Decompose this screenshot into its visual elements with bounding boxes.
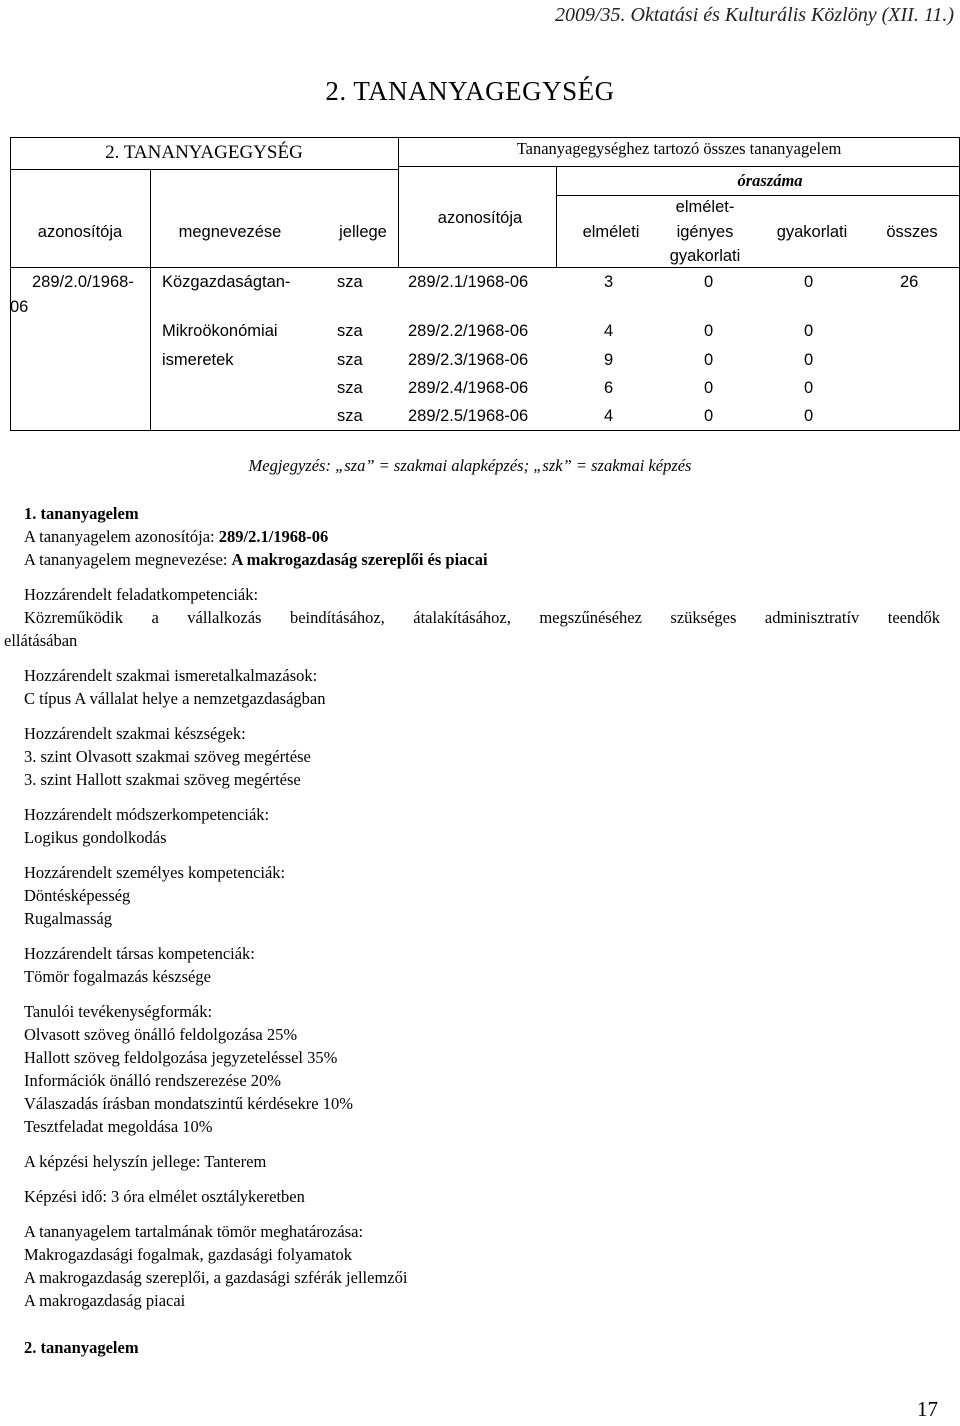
row-theory: 6 (604, 379, 614, 397)
row-practice: 0 (804, 351, 814, 369)
col-tig-line2: igényes (676, 223, 734, 241)
table-left-title: 2. TANANYAGEGYSÉG (105, 142, 303, 163)
col-practice: gyakorlati (776, 223, 848, 241)
page-number: 17 (917, 1397, 938, 1421)
activity-label: Tanulói tevékenységformák: (24, 1002, 213, 1021)
next-element-heading: 2. tananyagelem (24, 1338, 139, 1357)
unit-name: Közgazdaságtan- (162, 273, 291, 291)
skills-item: 3. szint Hallott szakmai szöveg megértése (24, 770, 301, 789)
row-tig: 0 (704, 407, 714, 425)
activity-item: Információk önálló rendszerezése 20% (24, 1071, 282, 1090)
activity-item: Olvasott szöveg önálló feldolgozása 25% (24, 1025, 298, 1044)
row-practice: 0 (804, 379, 814, 397)
unit-id-suffix: 06 (10, 298, 29, 316)
social-label: Hozzárendelt társas kompetenciák: (24, 944, 255, 963)
row-type: sza (337, 322, 363, 340)
table-line (556, 195, 960, 196)
element-description (4, 502, 940, 1359)
activity-item: Hallott szöveg feldolgozása jegyzeteléssel 35% (24, 1048, 338, 1067)
task-competence-text-cont: ellátásában (4, 631, 78, 650)
personal-item: Rugalmasság (24, 909, 112, 928)
knowledge-item: C típus A vállalat helye a nemzetgazdaságban (24, 689, 326, 708)
table-line (10, 169, 398, 170)
venue: A képzési helyszín jellege: Tanterem (24, 1152, 267, 1171)
row-tig: 0 (704, 322, 714, 340)
training-time: Képzési idő: 3 óra elmélet osztálykeretben (24, 1187, 305, 1206)
element-id-line (24, 525, 940, 548)
col-element-id: azonosítója (437, 209, 523, 227)
row-id: 289/2.4/1968-06 (408, 379, 529, 397)
row-id: 289/2.5/1968-06 (408, 407, 529, 425)
hours-header: óraszáma (737, 171, 803, 190)
content-item: A makrogazdaság szereplői, a gazdasági szférák jellemzői (24, 1268, 408, 1287)
row-practice: 0 (804, 407, 814, 425)
unit-name-2: Mikroökonómiai (162, 322, 278, 340)
content-item: Makrogazdasági fogalmak, gazdasági folyamatok (24, 1245, 353, 1264)
row-id: 289/2.3/1968-06 (408, 351, 529, 369)
method-label: Hozzárendelt módszerkompetenciák: (24, 805, 270, 824)
table-note: Megjegyzés: „sza” = szakmai alapképzés; „szk” = szakmai képzés (248, 456, 692, 475)
row-tig: 0 (704, 351, 714, 369)
row-tig: 0 (704, 273, 714, 291)
col-type: jellege (339, 223, 387, 241)
row-practice: 0 (804, 273, 814, 291)
row-id: 289/2.2/1968-06 (408, 322, 529, 340)
activity-item: Tesztfeladat megoldása 10% (24, 1117, 213, 1136)
unit-total-hours: 26 (900, 273, 919, 291)
knowledge-label: Hozzárendelt szakmai ismeretalkalmazások: (24, 666, 318, 685)
col-theory: elméleti (582, 223, 640, 241)
personal-item: Döntésképesség (24, 886, 131, 905)
social-item: Tömör fogalmazás készsége (24, 967, 211, 986)
row-type: sza (337, 273, 363, 291)
row-theory: 3 (604, 273, 614, 291)
personal-label: Hozzárendelt személyes kompetenciák: (24, 863, 286, 882)
element-name-value: A makrogazdaság szereplői és piacai (231, 550, 488, 569)
row-type: sza (337, 407, 363, 425)
row-theory: 9 (604, 351, 614, 369)
task-competence-label: Hozzárendelt feladatkompetenciák: (24, 585, 259, 604)
task-competence-text: Közreműködik a vállalkozás beindításához, átalakításához, megszűnéséhez szükséges adminisztratív teendők (24, 608, 940, 627)
unit-id: 289/2.0/1968- (32, 273, 134, 291)
row-tig: 0 (704, 379, 714, 397)
col-tig-line1: elmélet- (675, 198, 735, 216)
row-type: sza (337, 351, 363, 369)
element-id-value: 289/2.1/1968-06 (218, 527, 329, 546)
table-line (150, 169, 151, 431)
method-item: Logikus gondolkodás (24, 828, 167, 847)
col-tig-line3: gyakorlati (669, 247, 741, 265)
row-theory: 4 (604, 407, 614, 425)
element-name-line (24, 548, 940, 571)
content-label: A tananyagelem tartalmának tömör meghatározása: (24, 1222, 364, 1241)
unit-name-3: ismeretek (162, 351, 234, 369)
row-theory: 4 (604, 322, 614, 340)
table-line (10, 267, 960, 268)
table-line (398, 166, 960, 167)
table-border-bottom (10, 430, 960, 431)
element-name-label: A tananyagelem megnevezése: (24, 550, 232, 569)
element-id-label: A tananyagelem azonosítója: (24, 527, 219, 546)
running-header: 2009/35. Oktatási és Kulturális Közlöny (XII. 11.) (554, 4, 954, 26)
page-title: 2. TANANYAGEGYSÉG (325, 76, 615, 106)
element-heading: 1. tananyagelem (24, 504, 139, 523)
col-total: összes (886, 223, 938, 241)
skills-label: Hozzárendelt szakmai készségek: (24, 724, 246, 743)
table-border-top (10, 137, 960, 138)
activity-item: Válaszadás írásban mondatszintű kérdésekre 10% (24, 1094, 353, 1113)
skills-item: 3. szint Olvasott szakmai szöveg megértése (24, 747, 311, 766)
row-id: 289/2.1/1968-06 (408, 273, 529, 291)
table-border-left (10, 137, 11, 431)
row-practice: 0 (804, 322, 814, 340)
content-item: A makrogazdaság piacai (24, 1291, 186, 1310)
row-type: sza (337, 379, 363, 397)
col-unit-name: megnevezése (178, 223, 282, 241)
col-unit-id: azonosítója (37, 223, 123, 241)
table-line (556, 166, 557, 267)
table-right-title: Tananyagegységhez tartozó összes tananyagelem (516, 139, 842, 158)
unit-table (0, 137, 960, 431)
